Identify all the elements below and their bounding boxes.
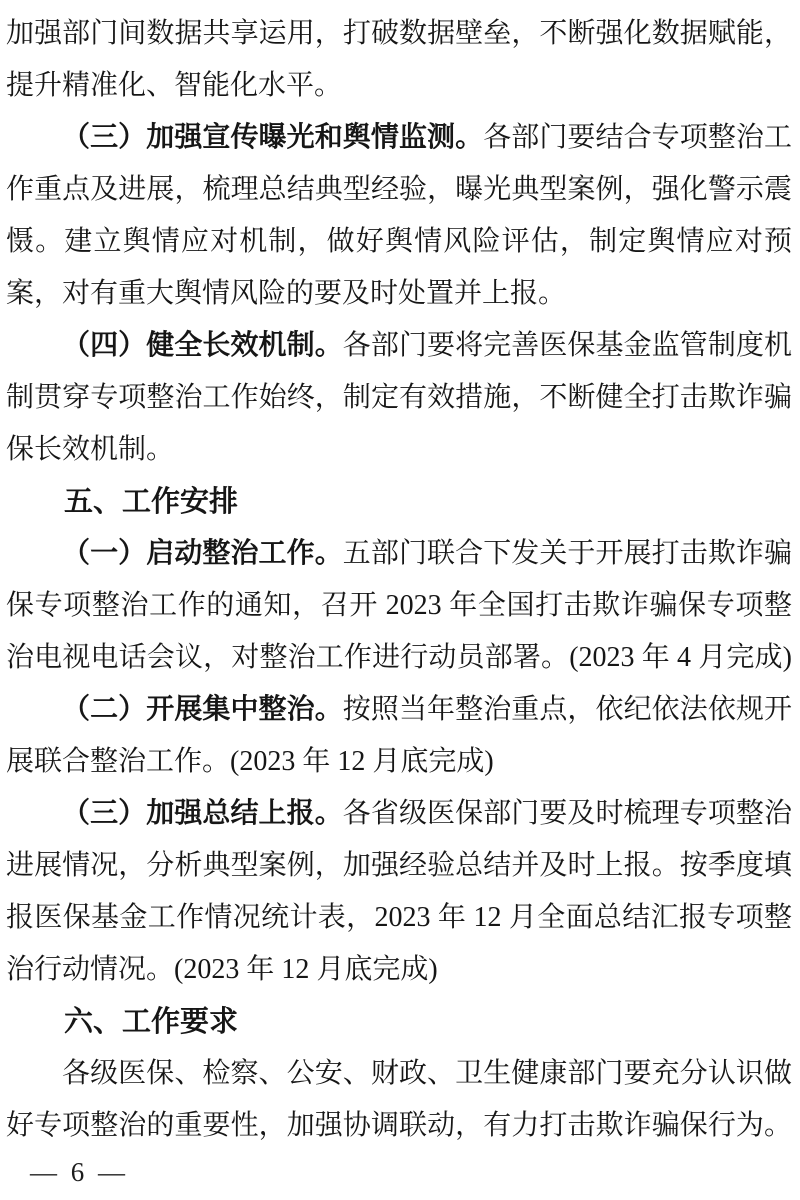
text-line (6, 788, 792, 840)
body-text: 六、工作要求 (64, 1006, 239, 1038)
body-text: 展联合整治工作。(2023 年 12 月底完成) (6, 746, 494, 777)
text-line (6, 60, 792, 112)
body-text: 案，对有重大舆情风险的要及时处置并上报。 (6, 278, 567, 309)
text-line (6, 268, 792, 320)
section-heading (6, 996, 792, 1048)
body-text: 各部门要结合专项整治工 (483, 122, 792, 153)
page-number: — 6 — (30, 1157, 125, 1187)
text-line (6, 944, 792, 996)
body-text: 加强部门间数据共享运用，打破数据壁垒，不断强化数据赋能， (6, 18, 792, 49)
body-text: 好专项整治的重要性，加强协调联动，有力打击欺诈骗保行为。 (6, 1110, 792, 1141)
body-text: 报医保基金工作情况统计表，2023 年 12 月全面总结汇报专项整 (6, 902, 792, 933)
document-body (6, 8, 792, 1152)
text-line (6, 372, 792, 424)
body-text: 保长效机制。 (6, 434, 175, 465)
body-text: 作重点及进展，梳理总结典型经验，曝光典型案例，强化警示震 (6, 174, 792, 205)
text-line (6, 840, 792, 892)
page-number-footer (30, 1154, 125, 1190)
clause-heading-text: （三）加强总结上报。 (62, 798, 343, 829)
clause-heading-text: （四）健全长效机制。 (62, 330, 343, 361)
text-line (6, 528, 792, 580)
section-heading (6, 476, 792, 528)
text-line (6, 216, 792, 268)
body-text: 按照当年整治重点，依纪依法依规开 (342, 694, 792, 725)
body-text: 保专项整治工作的通知，召开 2023 年全国打击欺诈骗保专项整 (6, 590, 792, 621)
body-text: 提升精准化、智能化水平。 (6, 70, 343, 101)
body-text: 各级医保、检察、公安、财政、卫生健康部门要充分认识做 (62, 1058, 792, 1089)
body-text: 制贯穿专项整治工作始终，制定有效措施，不断健全打击欺诈骗 (6, 382, 792, 413)
text-line (6, 424, 792, 476)
body-text: 各省级医保部门要及时梳理专项整治 (342, 798, 792, 829)
body-text: 治行动情况。(2023 年 12 月底完成) (6, 954, 438, 985)
body-text: 五、工作安排 (64, 486, 239, 518)
body-text: 各部门要将完善医保基金监管制度机 (342, 330, 792, 361)
body-text: 进展情况，分析典型案例，加强经验总结并及时上报。按季度填 (6, 850, 792, 881)
clause-heading-text: （三）加强宣传曝光和舆情监测。 (62, 122, 484, 153)
text-line (6, 1100, 792, 1152)
text-line (6, 164, 792, 216)
text-line (6, 892, 792, 944)
text-line (6, 112, 792, 164)
text-line (6, 736, 792, 788)
text-line (6, 632, 792, 684)
body-text: 慑。建立舆情应对机制，做好舆情风险评估，制定舆情应对预 (6, 226, 792, 257)
clause-heading-text: （二）开展集中整治。 (62, 694, 343, 725)
clause-heading-text: （一）启动整治工作。 (62, 538, 343, 569)
text-line (6, 1048, 792, 1100)
text-line (6, 320, 792, 372)
body-text: 治电视电话会议，对整治工作进行动员部署。(2023 年 4 月完成) (6, 642, 792, 673)
text-line (6, 580, 792, 632)
text-line (6, 8, 792, 60)
text-line (6, 684, 792, 736)
body-text: 五部门联合下发关于开展打击欺诈骗 (342, 538, 792, 569)
